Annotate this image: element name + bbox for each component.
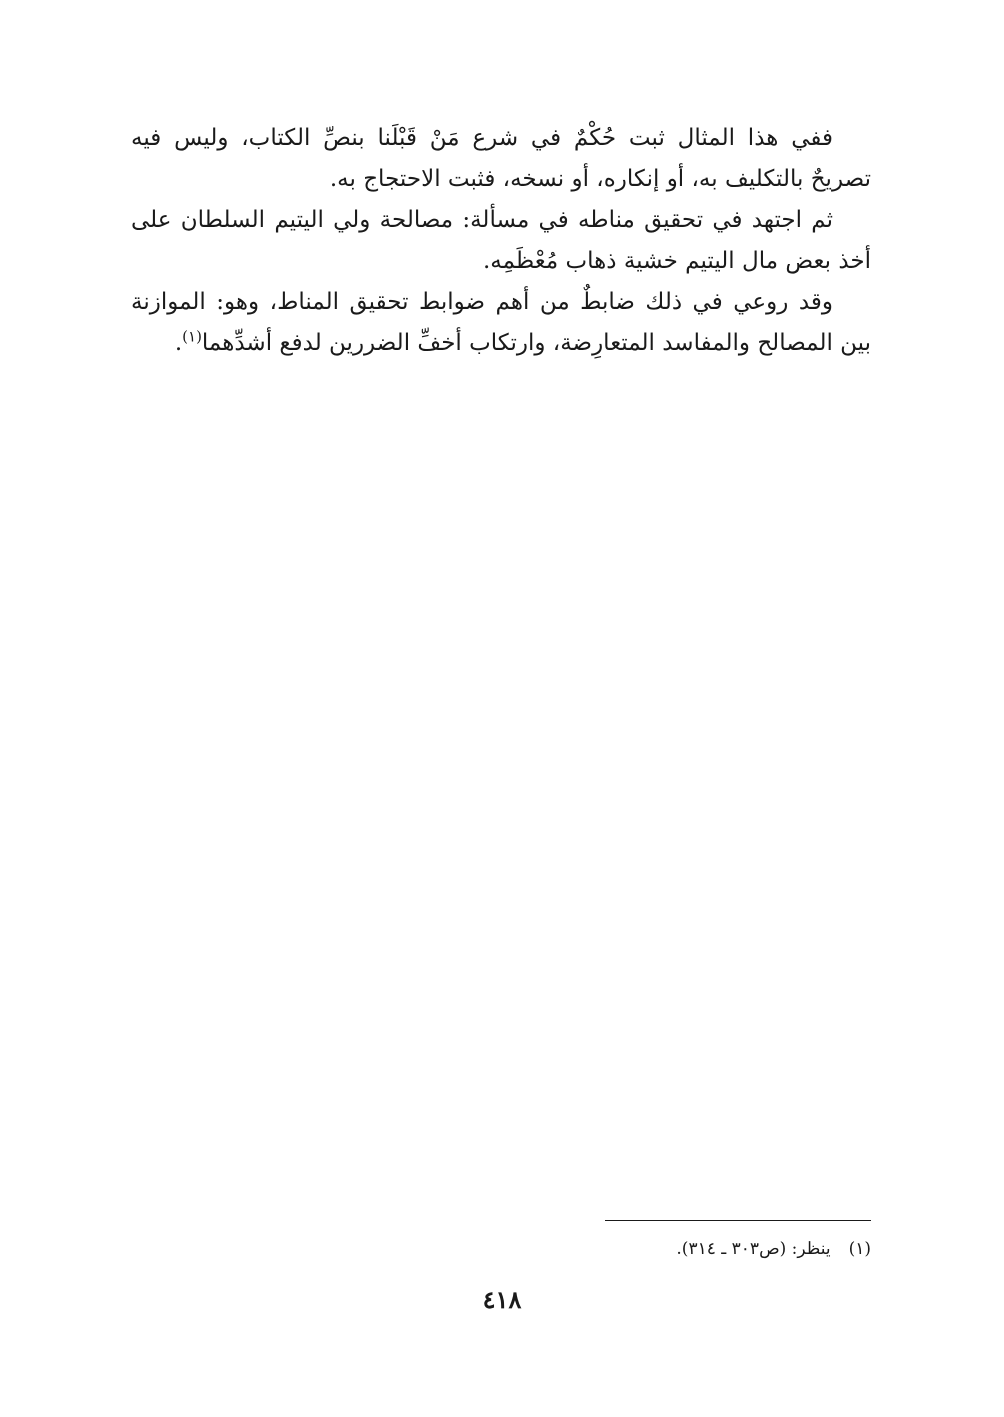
footnote-divider — [605, 1220, 871, 1221]
paragraph-2: ثم اجتهد في تحقيق مناطه في مسألة: مصالحة ولي اليتيم السلطان على أخذ بعض مال اليتيم خشية ذهاب مُعْظَمِه. — [131, 207, 871, 274]
paragraph-3-text: وقد روعي في ذلك ضابطٌ من أهم ضوابط تحقيق المناط، وهو: الموازنة بين المصالح والمفاسد المتعارِضة، وارتكاب أخفِّ الضررين لدفع أشدِّهما — [131, 289, 871, 356]
footnote-text: ينظر: (ص٣٠٣ ـ ٣١٤). — [676, 1239, 831, 1259]
footnote — [271, 1236, 871, 1262]
paragraph-3 — [131, 282, 871, 364]
paragraph-1: ففي هذا المثال ثبت حُكْمٌ في شرع مَنْ قَبْلَنا بنصِّ الكتاب، وليس فيه تصريحٌ بالتكليف به، أو إنكاره، أو نسخه، فثبت الاحتجاج به. — [131, 125, 871, 192]
paragraph-3-end: . — [174, 330, 183, 356]
footnote-reference[interactable]: (١) — [182, 327, 202, 346]
footnote-number: (١) — [848, 1239, 871, 1259]
body-text — [131, 118, 871, 364]
page-number: ٤١٨ — [482, 1285, 522, 1314]
